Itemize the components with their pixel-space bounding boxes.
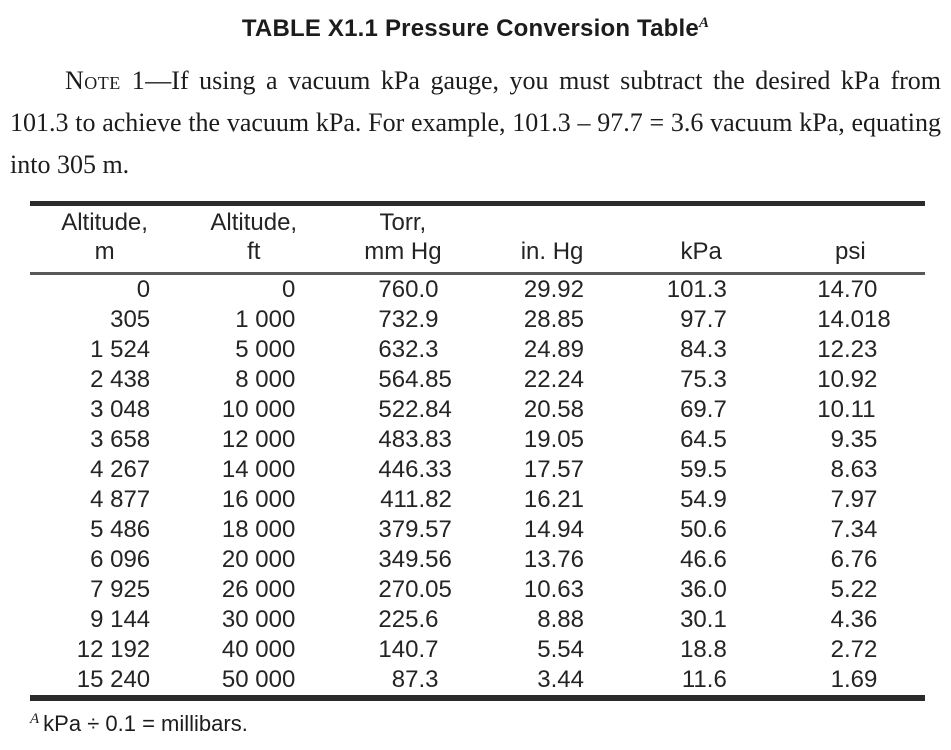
table-cell: 411.82 bbox=[380, 486, 452, 513]
table-cell: 40 000 bbox=[221, 636, 296, 663]
table-cell: 11.6 bbox=[681, 666, 727, 693]
table-cell: 10.11 bbox=[817, 396, 876, 423]
table-cell: 5.22 bbox=[830, 576, 878, 603]
table-title bbox=[0, 0, 951, 43]
table-row bbox=[30, 305, 925, 335]
table-cell: 14.018 bbox=[817, 306, 891, 333]
header-line2: mm Hg bbox=[364, 238, 442, 265]
note-1 bbox=[10, 60, 941, 186]
table-cell: 16.21 bbox=[523, 486, 584, 513]
table-cell: 379.57 bbox=[378, 516, 452, 543]
table-cell: 564.85 bbox=[378, 366, 452, 393]
table-cell: 1 000 bbox=[235, 306, 296, 333]
table-cell: 4 267 bbox=[90, 456, 151, 483]
table-cell: 14.70 bbox=[817, 276, 878, 303]
table-header bbox=[30, 204, 925, 274]
table-row bbox=[30, 545, 925, 575]
table-cell: 1 524 bbox=[90, 336, 151, 363]
table-cell: 22.24 bbox=[523, 366, 584, 393]
table-row bbox=[30, 605, 925, 635]
table-cell: 12.23 bbox=[817, 336, 878, 363]
table-cell: 19.05 bbox=[523, 426, 584, 453]
table-cell: 305 bbox=[110, 306, 151, 333]
table-cell: 97.7 bbox=[680, 306, 727, 333]
table-cell: 7 925 bbox=[90, 576, 151, 603]
table-cell: 5.54 bbox=[537, 636, 584, 663]
table-cell: 522.84 bbox=[378, 396, 452, 423]
table-title-text: TABLE X1.1 Pressure Conversion Table bbox=[241, 15, 699, 42]
table-cell: 50 000 bbox=[221, 666, 296, 693]
table-cell: 59.5 bbox=[680, 456, 727, 483]
table-cell: 30.1 bbox=[680, 606, 727, 633]
table-cell: 101.3 bbox=[666, 276, 727, 303]
table-cell: 0 bbox=[136, 276, 151, 303]
table-cell: 12 000 bbox=[221, 426, 296, 453]
table-cell: 10.92 bbox=[817, 366, 878, 393]
table-cell: 632.3 bbox=[378, 336, 439, 363]
table-cell: 4 877 bbox=[90, 486, 151, 513]
table-row bbox=[30, 515, 925, 545]
table-cell: 69.7 bbox=[680, 396, 727, 423]
table-cell: 140.7 bbox=[378, 636, 439, 663]
table-row bbox=[30, 425, 925, 455]
table-cell: 270.05 bbox=[378, 576, 452, 603]
table-cell: 14 000 bbox=[221, 456, 296, 483]
table-cell: 483.83 bbox=[378, 426, 452, 453]
table-row bbox=[30, 575, 925, 605]
table-row bbox=[30, 395, 925, 425]
table-cell: 26 000 bbox=[221, 576, 296, 603]
table-cell: 225.6 bbox=[378, 606, 439, 633]
note-body: —If using a vacuum kPa gauge, you must subtract the desired kPa from 101.3 to achieve the vacuum kPa. For example, 101.3 – 97.7 = 3.6 vacuum kPa, equating into 305 m. bbox=[10, 66, 941, 179]
pressure-conversion-table bbox=[30, 201, 925, 701]
column-header-psi bbox=[776, 204, 925, 274]
table-cell: 2 438 bbox=[90, 366, 151, 393]
table-row bbox=[30, 365, 925, 395]
header-line1: Altitude, bbox=[61, 209, 148, 236]
column-header-altitude-m bbox=[30, 204, 179, 274]
column-header-in-hg bbox=[477, 204, 626, 274]
table-cell: 3 658 bbox=[90, 426, 151, 453]
table-cell: 54.9 bbox=[680, 486, 727, 513]
table-cell: 10.63 bbox=[523, 576, 584, 603]
table-cell: 75.3 bbox=[680, 366, 727, 393]
table-cell: 760.0 bbox=[378, 276, 439, 303]
table-cell: 1.69 bbox=[830, 666, 878, 693]
table-cell: 50.6 bbox=[680, 516, 727, 543]
table-cell: 17.57 bbox=[523, 456, 584, 483]
table-cell: 3.44 bbox=[537, 666, 584, 693]
table-cell: 446.33 bbox=[378, 456, 452, 483]
table-cell: 87.3 bbox=[391, 666, 439, 693]
table-cell: 20.58 bbox=[523, 396, 584, 423]
table-cell: 9.35 bbox=[830, 426, 878, 453]
table-cell: 18 000 bbox=[221, 516, 296, 543]
table-cell: 13.76 bbox=[523, 546, 584, 573]
table-row bbox=[30, 455, 925, 485]
table-cell: 14.94 bbox=[523, 516, 584, 543]
table-cell: 8.88 bbox=[537, 606, 584, 633]
table-cell: 12 192 bbox=[76, 636, 151, 663]
table-cell: 732.9 bbox=[378, 306, 439, 333]
column-header-torr-mmhg bbox=[328, 204, 477, 274]
table-row bbox=[30, 335, 925, 365]
table-cell: 6.76 bbox=[830, 546, 878, 573]
table-cell: 8 000 bbox=[235, 366, 296, 393]
table-row bbox=[30, 665, 925, 698]
header-line2: kPa bbox=[680, 238, 722, 265]
table-row bbox=[30, 485, 925, 515]
table-cell: 8.63 bbox=[830, 456, 878, 483]
table-title-footnote-ref: A bbox=[698, 15, 710, 31]
table-cell: 29.92 bbox=[523, 276, 584, 303]
table-cell: 9 144 bbox=[90, 606, 151, 633]
table-cell: 18.8 bbox=[680, 636, 727, 663]
table-body bbox=[30, 274, 925, 699]
table-cell: 7.97 bbox=[830, 486, 878, 513]
header-line2: in. Hg bbox=[520, 238, 584, 265]
table-cell: 30 000 bbox=[221, 606, 296, 633]
header-line2: ft bbox=[247, 238, 261, 265]
table-cell: 20 000 bbox=[221, 546, 296, 573]
table-cell: 64.5 bbox=[680, 426, 727, 453]
table-cell: 6 096 bbox=[90, 546, 151, 573]
footnote-ref: A bbox=[30, 710, 40, 727]
header-line2: psi bbox=[835, 238, 866, 265]
table-cell: 10 000 bbox=[221, 396, 296, 423]
table-cell: 46.6 bbox=[680, 546, 727, 573]
header-line2: m bbox=[94, 238, 115, 265]
column-header-kpa bbox=[627, 204, 776, 274]
table-cell: 24.89 bbox=[523, 336, 584, 363]
header-line1: Altitude, bbox=[210, 209, 298, 236]
table-footnote bbox=[30, 711, 951, 737]
footnote-text: kPa ÷ 0.1 = millibars. bbox=[43, 711, 248, 736]
table-row bbox=[30, 635, 925, 665]
column-header-altitude-ft bbox=[179, 204, 328, 274]
table-cell: 36.0 bbox=[680, 576, 727, 603]
table-cell: 5 000 bbox=[235, 336, 296, 363]
table-cell: 7.34 bbox=[830, 516, 878, 543]
table-cell: 349.56 bbox=[378, 546, 452, 573]
table-cell: 84.3 bbox=[680, 336, 727, 363]
table-cell: 15 240 bbox=[76, 666, 151, 693]
table-cell: 5 486 bbox=[90, 516, 151, 543]
table-cell: 4.36 bbox=[830, 606, 878, 633]
table-cell: 28.85 bbox=[523, 306, 584, 333]
header-row bbox=[30, 204, 925, 274]
header-line1: Torr, bbox=[379, 209, 427, 236]
note-label: Note 1 bbox=[65, 66, 146, 95]
table-cell: 3 048 bbox=[90, 396, 151, 423]
table-cell: 0 bbox=[281, 276, 296, 303]
table-row bbox=[30, 274, 925, 306]
table-cell: 16 000 bbox=[221, 486, 296, 513]
table-cell: 2.72 bbox=[830, 636, 878, 663]
